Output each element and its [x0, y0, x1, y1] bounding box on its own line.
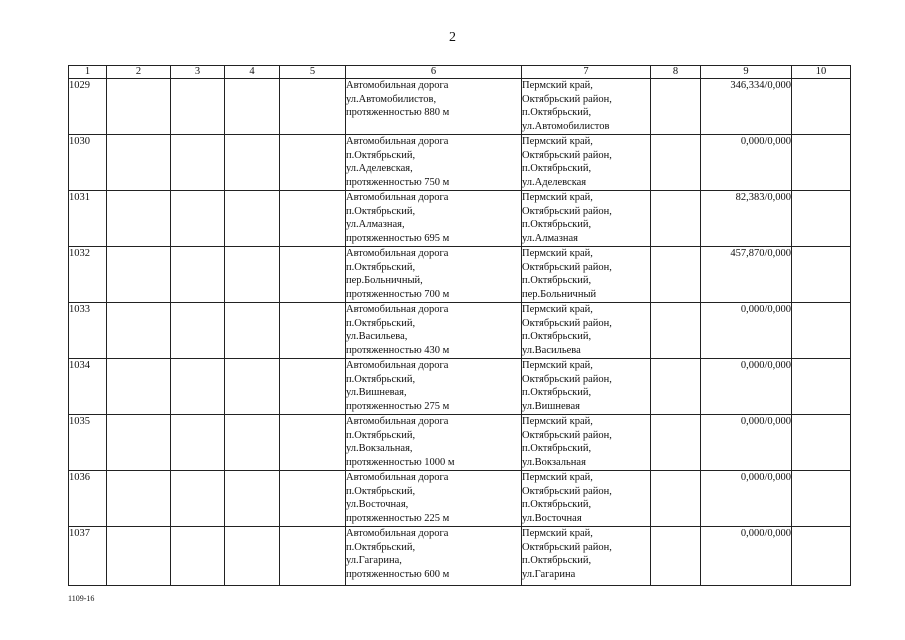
road-description-line: Автомобильная дорога: [346, 304, 449, 315]
empty-cell: [225, 415, 280, 471]
empty-cell: [107, 415, 171, 471]
address-cell: [522, 79, 651, 135]
row-number: 1037: [69, 528, 90, 539]
row-number: 1033: [69, 304, 90, 315]
road-description-line: пер.Больничный,: [346, 275, 423, 287]
value-cell: [701, 135, 792, 191]
empty-cell: [651, 527, 701, 586]
address-line: Пермский край,: [522, 360, 593, 371]
road-description-cell: [346, 359, 522, 415]
address-line: Пермский край,: [522, 528, 593, 539]
empty-cell: [107, 359, 171, 415]
value-cell: [701, 471, 792, 527]
road-description-cell: [346, 303, 522, 359]
address-line: ул.Аделевская: [522, 176, 587, 188]
road-description-line: Автомобильная дорога: [346, 192, 449, 203]
empty-cell: [792, 471, 851, 527]
address-cell: [522, 303, 651, 359]
value-cell: [701, 359, 792, 415]
road-description-line: протяженностью 275 м: [346, 400, 450, 412]
address-line: Пермский край,: [522, 136, 593, 147]
value-cell: [701, 415, 792, 471]
empty-cell: [280, 135, 346, 191]
address-line: Пермский край,: [522, 304, 593, 315]
column-header: 3: [171, 66, 225, 79]
empty-cell: [280, 79, 346, 135]
empty-cell: [225, 191, 280, 247]
empty-cell: [171, 135, 225, 191]
value-text: 82,383/0,000: [735, 192, 791, 203]
road-description-line: ул.Вокзальная,: [346, 443, 413, 455]
empty-cell: [107, 471, 171, 527]
empty-cell: [651, 135, 701, 191]
row-number: 1035: [69, 416, 90, 427]
empty-cell: [171, 303, 225, 359]
road-description-line: Автомобильная дорога: [346, 360, 449, 371]
address-cell: [522, 359, 651, 415]
column-header: 2: [107, 66, 171, 79]
table-row: [69, 247, 851, 303]
row-number-cell: [69, 79, 107, 135]
empty-cell: [651, 303, 701, 359]
empty-cell: [651, 191, 701, 247]
empty-cell: [107, 79, 171, 135]
empty-cell: [280, 415, 346, 471]
address-line: Октябрьский район,: [522, 261, 612, 273]
value-text: 457,870/0,000: [730, 248, 791, 259]
footer-code: 1109-16: [68, 594, 95, 603]
road-description-cell: [346, 79, 522, 135]
table-row: [69, 303, 851, 359]
value-text: 0,000/0,000: [740, 360, 791, 371]
road-description-cell: [346, 415, 522, 471]
address-line: п.Октябрьский,: [522, 107, 592, 119]
road-description-line: Автомобильная дорога: [346, 80, 449, 91]
address-line: ул.Гагарина: [522, 568, 576, 580]
road-description-cell: [346, 247, 522, 303]
address-line: ул.Васильева: [522, 344, 581, 356]
empty-cell: [225, 79, 280, 135]
address-line: Октябрьский район,: [522, 317, 612, 329]
value-text: 0,000/0,000: [740, 136, 791, 147]
column-header: 6: [346, 66, 522, 79]
value-text: 346,334/0,000: [730, 80, 791, 91]
table-row: [69, 135, 851, 191]
road-description-line: протяженностью 600 м: [346, 568, 450, 580]
road-description-cell: [346, 135, 522, 191]
empty-cell: [225, 527, 280, 586]
address-line: ул.Восточная: [522, 512, 582, 524]
road-description-line: ул.Васильева,: [346, 331, 408, 343]
address-cell: [522, 135, 651, 191]
empty-cell: [792, 79, 851, 135]
value-text: 0,000/0,000: [740, 304, 791, 315]
address-line: Пермский край,: [522, 248, 593, 259]
row-number-cell: [69, 135, 107, 191]
table-row: [69, 359, 851, 415]
road-description-line: п.Октябрьский,: [346, 149, 416, 161]
row-number: 1036: [69, 472, 90, 483]
address-line: Пермский край,: [522, 472, 593, 483]
column-header: 7: [522, 66, 651, 79]
address-line: Октябрьский район,: [522, 429, 612, 441]
empty-cell: [171, 471, 225, 527]
road-description-line: ул.Автомобилистов,: [346, 93, 437, 105]
registry-table: [68, 65, 851, 586]
address-line: Октябрьский район,: [522, 485, 612, 497]
header-row: [69, 66, 851, 79]
road-description-line: п.Октябрьский,: [346, 205, 416, 217]
empty-cell: [171, 415, 225, 471]
empty-cell: [280, 527, 346, 586]
empty-cell: [792, 527, 851, 586]
address-line: п.Октябрьский,: [522, 331, 592, 343]
road-description-line: Автомобильная дорога: [346, 248, 449, 259]
road-description-line: п.Октябрьский,: [346, 541, 416, 553]
row-number-cell: [69, 471, 107, 527]
empty-cell: [171, 247, 225, 303]
empty-cell: [792, 415, 851, 471]
address-line: п.Октябрьский,: [522, 163, 592, 175]
address-cell: [522, 527, 651, 586]
road-description-line: ул.Гагарина,: [346, 555, 402, 567]
value-cell: [701, 247, 792, 303]
road-description-line: п.Октябрьский,: [346, 429, 416, 441]
road-description-line: ул.Аделевская,: [346, 163, 413, 175]
road-description-line: п.Октябрьский,: [346, 373, 416, 385]
empty-cell: [651, 359, 701, 415]
address-line: Октябрьский район,: [522, 93, 612, 105]
row-number: 1032: [69, 248, 90, 259]
empty-cell: [171, 527, 225, 586]
address-line: Октябрьский район,: [522, 205, 612, 217]
empty-cell: [792, 359, 851, 415]
value-cell: [701, 79, 792, 135]
address-line: Октябрьский район,: [522, 373, 612, 385]
empty-cell: [280, 471, 346, 527]
row-number: 1029: [69, 80, 90, 91]
empty-cell: [651, 79, 701, 135]
road-description-cell: [346, 527, 522, 586]
empty-cell: [280, 359, 346, 415]
road-description-line: Автомобильная дорога: [346, 472, 449, 483]
address-cell: [522, 191, 651, 247]
address-line: ул.Вишневая: [522, 400, 580, 412]
empty-cell: [280, 303, 346, 359]
empty-cell: [107, 135, 171, 191]
road-description-line: ул.Вишневая,: [346, 387, 407, 399]
row-number: 1030: [69, 136, 90, 147]
road-description-line: Автомобильная дорога: [346, 136, 449, 147]
column-header: 8: [651, 66, 701, 79]
road-description-line: протяженностью 430 м: [346, 344, 450, 356]
road-description-line: протяженностью 695 м: [346, 232, 450, 244]
column-header: 5: [280, 66, 346, 79]
empty-cell: [792, 247, 851, 303]
value-text: 0,000/0,000: [740, 416, 791, 427]
row-number-cell: [69, 415, 107, 471]
empty-cell: [107, 247, 171, 303]
empty-cell: [171, 191, 225, 247]
empty-cell: [792, 191, 851, 247]
address-line: п.Октябрьский,: [522, 219, 592, 231]
address-line: п.Октябрьский,: [522, 387, 592, 399]
empty-cell: [280, 247, 346, 303]
empty-cell: [225, 135, 280, 191]
empty-cell: [225, 303, 280, 359]
empty-cell: [171, 359, 225, 415]
road-description-line: п.Октябрьский,: [346, 261, 416, 273]
road-description-cell: [346, 191, 522, 247]
address-line: п.Октябрьский,: [522, 499, 592, 511]
table-row: [69, 471, 851, 527]
empty-cell: [651, 247, 701, 303]
value-cell: [701, 191, 792, 247]
address-line: Пермский край,: [522, 416, 593, 427]
row-number-cell: [69, 247, 107, 303]
address-line: п.Октябрьский,: [522, 555, 592, 567]
empty-cell: [651, 415, 701, 471]
empty-cell: [107, 527, 171, 586]
row-number-cell: [69, 303, 107, 359]
empty-cell: [280, 191, 346, 247]
empty-cell: [225, 359, 280, 415]
address-cell: [522, 471, 651, 527]
column-header: 10: [792, 66, 851, 79]
column-header: 9: [701, 66, 792, 79]
road-description-line: Автомобильная дорога: [346, 528, 449, 539]
road-description-line: протяженностью 880 м: [346, 107, 450, 119]
road-description-cell: [346, 471, 522, 527]
road-description-line: п.Октябрьский,: [346, 317, 416, 329]
table-row: [69, 191, 851, 247]
address-cell: [522, 247, 651, 303]
empty-cell: [171, 79, 225, 135]
row-number: 1034: [69, 360, 90, 371]
address-line: Октябрьский район,: [522, 541, 612, 553]
empty-cell: [651, 471, 701, 527]
address-line: Пермский край,: [522, 80, 593, 91]
empty-cell: [107, 191, 171, 247]
road-description-line: ул.Восточная,: [346, 499, 409, 511]
table-row: [69, 79, 851, 135]
address-line: пер.Больничный: [522, 288, 597, 300]
address-line: Пермский край,: [522, 192, 593, 203]
column-header: 1: [69, 66, 107, 79]
address-line: Октябрьский район,: [522, 149, 612, 161]
road-description-line: протяженностью 750 м: [346, 176, 450, 188]
address-line: п.Октябрьский,: [522, 275, 592, 287]
road-description-line: протяженностью 700 м: [346, 288, 450, 300]
empty-cell: [225, 471, 280, 527]
row-number-cell: [69, 527, 107, 586]
empty-cell: [107, 303, 171, 359]
value-text: 0,000/0,000: [740, 528, 791, 539]
address-line: ул.Автомобилистов: [522, 120, 610, 132]
address-line: ул.Вокзальная: [522, 456, 586, 468]
road-description-line: п.Октябрьский,: [346, 485, 416, 497]
address-line: ул.Алмазная: [522, 232, 578, 244]
table-row: [69, 415, 851, 471]
empty-cell: [792, 303, 851, 359]
road-description-line: протяженностью 1000 м: [346, 456, 455, 468]
table-row: [69, 527, 851, 586]
road-description-line: протяженностью 225 м: [346, 512, 450, 524]
row-number-cell: [69, 359, 107, 415]
road-description-line: ул.Алмазная,: [346, 219, 405, 231]
row-number-cell: [69, 191, 107, 247]
value-cell: [701, 303, 792, 359]
page-number: 2: [449, 30, 456, 45]
empty-cell: [225, 247, 280, 303]
registry-body: [69, 79, 851, 586]
address-cell: [522, 415, 651, 471]
column-header: 4: [225, 66, 280, 79]
road-description-line: Автомобильная дорога: [346, 416, 449, 427]
address-line: п.Октябрьский,: [522, 443, 592, 455]
empty-cell: [792, 135, 851, 191]
row-number: 1031: [69, 192, 90, 203]
value-cell: [701, 527, 792, 586]
value-text: 0,000/0,000: [740, 472, 791, 483]
